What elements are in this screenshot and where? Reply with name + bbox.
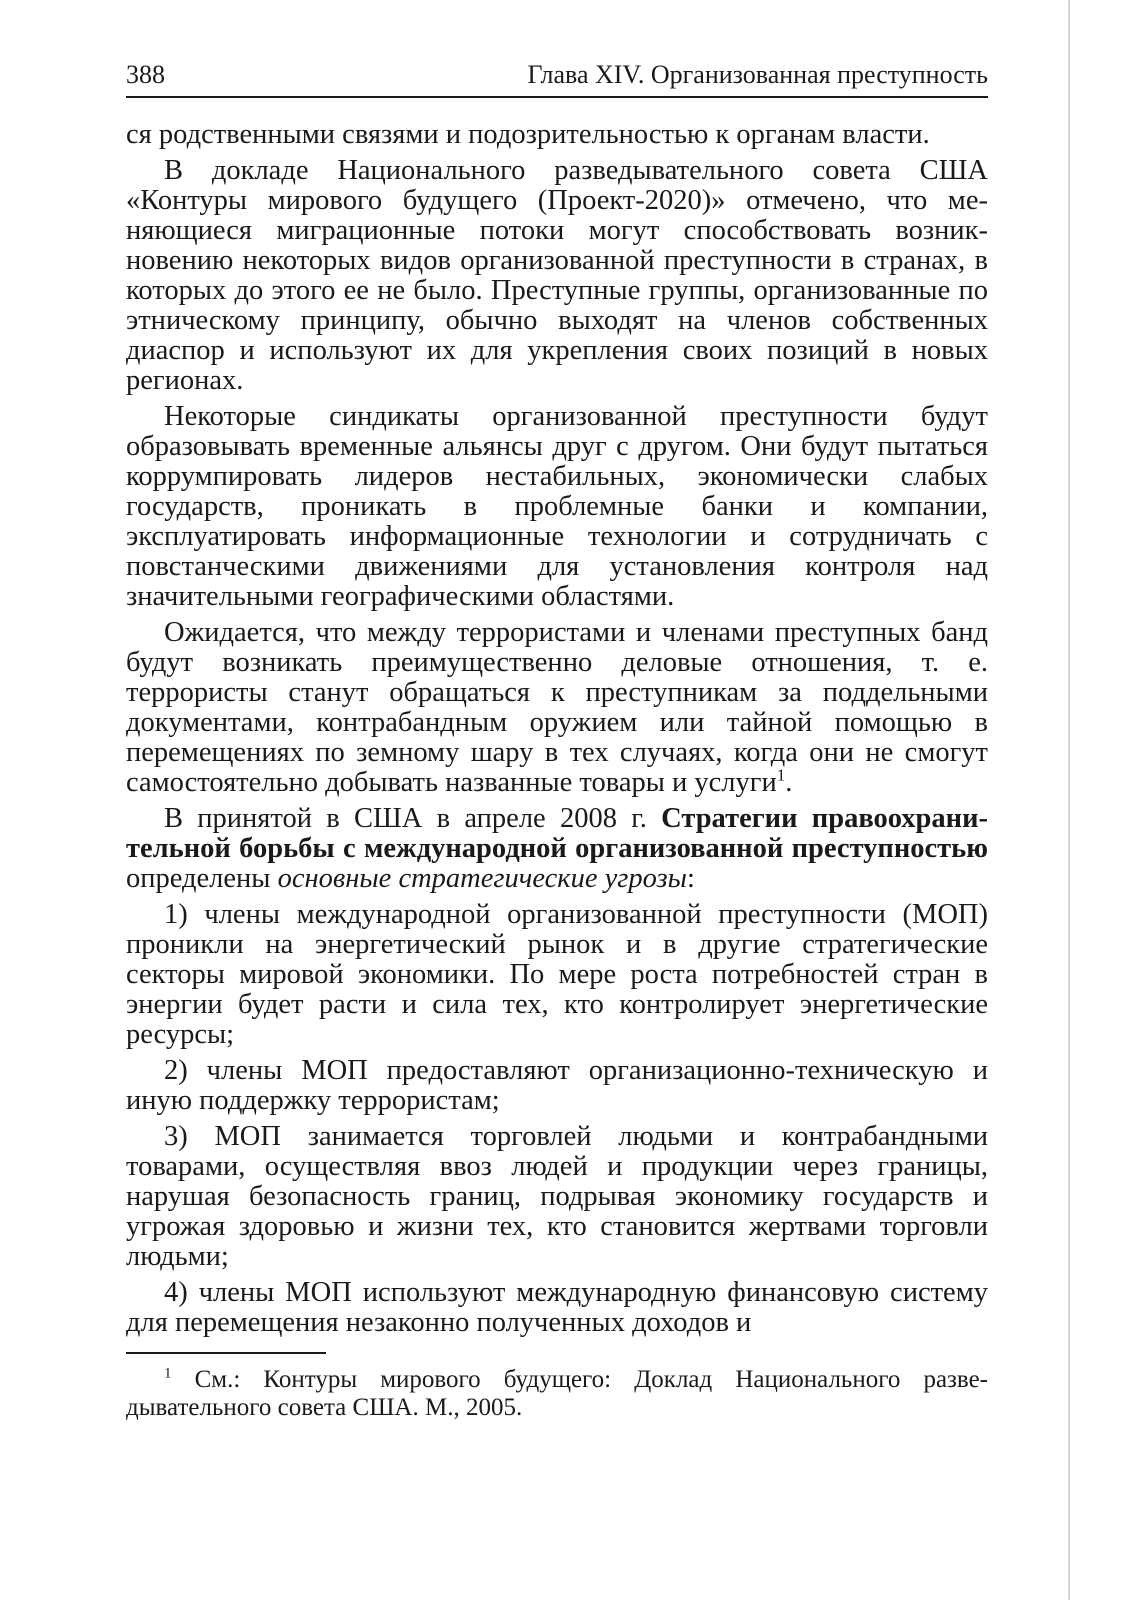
- running-header: [126, 58, 988, 98]
- chapter-title: Глава XIV. Организованная преступность: [527, 60, 988, 89]
- paragraph-strategy: [126, 804, 988, 894]
- body-text: [126, 120, 988, 1338]
- paragraph-report: В докладе Национального разведывательного совета США «Контуры мирового будущего (Проект-2020)» отмечено, что меняющиеся миграционные потоки могут способствовать возникновению некоторых видов организованной преступности в странах, в которых до этого ее не было. Преступные группы, организованные по этническому принципу, обычно выходят на членов собственных диаспор и используют их для укрепления своих позиций в новых регионах.: [126, 155, 988, 396]
- footnote-reference[interactable]: 1: [776, 765, 786, 785]
- footnote-text: См.: Контуры мирового будущего: Доклад Национального разведывательного совета США. М., 2005.: [126, 1365, 988, 1421]
- strategy-threats-label: основные стратегические угрозы: [277, 863, 687, 894]
- list-item-2: 2) члены МОП предоставляют организационно-техническую и иную поддержку террористам;: [126, 1055, 988, 1116]
- list-item-4: 4) члены МОП используют международную финансовую систему для перемещения незаконно полученных доходов и: [126, 1277, 988, 1338]
- paragraph-syndicates: Некоторые синдикаты организованной преступности будут образовывать временные альянсы друг с другом. Они будут пытаться коррумпировать лидеров нестабильных, экономически слабых государств, проникать в проблемные банки и компании, эксплуатировать информационные технологии и сотрудничать с повстанческими движениями для установления контроля над значительными географическими областями.: [126, 401, 988, 612]
- footnote-marker: 1: [164, 1365, 172, 1382]
- list-item-3: 3) МОП занимается торговлей людьми и контрабандными товарами, осуществляя ввоз людей и продукции через границы, нарушая безопасность границ, подрывая экономику государств и угрожая здоровью и жизни тех, кто становится жертвами торговли людьми;: [126, 1121, 988, 1272]
- footnote: [126, 1366, 988, 1422]
- page-edge-divider: [1068, 0, 1070, 1600]
- strategy-title: Стратегии правоохранительной борьбы с международной организованной преступностью: [126, 803, 988, 864]
- strategy-text-before: В принятой в США в апреле 2008 г.: [164, 803, 662, 834]
- book-page: [126, 58, 988, 1447]
- footnote-divider: [126, 1352, 326, 1354]
- page-number: 388: [126, 60, 165, 89]
- paragraph-terrorists-text: Ожидается, что между террористами и членами преступных банд будут возникать преимущественно деловые отношения, т. е. террористы станут обращаться к преступникам за поддельными документами, контрабандным оружием или тайной помощью в перемещениях по земному шару в тех случаях, когда они не смогут самостоятельно добывать названные товары и услуги: [126, 617, 988, 798]
- strategy-text-after: :: [686, 863, 695, 894]
- paragraph-terrorists: Ожидается, что между террористами и членами преступных банд будут возникать преимущественно деловые отношения, т. е. террористы станут обращаться к преступникам за поддельными документами, контрабандным оружием или тайной помощью в перемещениях по земному шару в тех случаях, когда они не смогут самостоятельно добывать названные товары и услуги$^1$.: [126, 617, 988, 798]
- paragraph-continuation: ся родственными связями и подозрительностью к органам власти.: [126, 119, 930, 150]
- list-item-1: 1) члены международной организованной преступности (МОП) проникли на энергетический рынок и в другие стратегические секторы мировой экономики. По мере роста потребностей стран в энергии будет расти и сила тех, кто контролирует энергетические ресурсы;: [126, 899, 988, 1050]
- strategy-text-middle: определены: [126, 863, 278, 894]
